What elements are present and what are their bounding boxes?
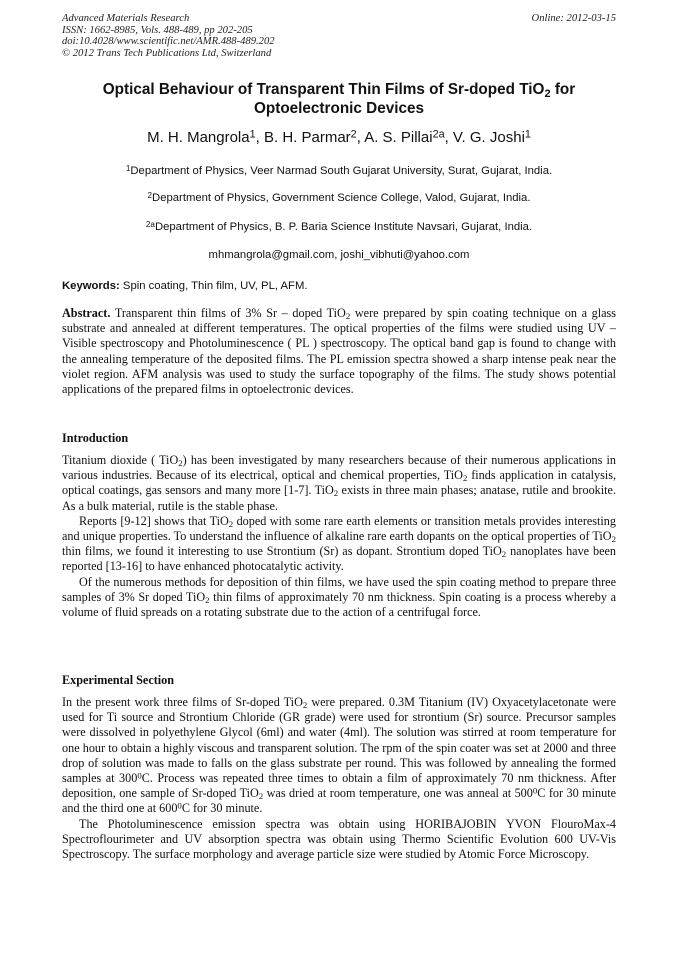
paragraph: The Photoluminescence emission spectra was obtain using HORIBAJOBIN YVON FlouroMax-4 Spectroflourimeter and UV absorption spectra was obtain using Thermo Scientific Evolution 600 UV-Vis Spectroscopy. The surface morphology and average particle size were studied by Atomic Force Microscopy. — [62, 816, 616, 862]
paragraph: Reports [9-12] shows that TiO$_2$ doped with some rare earth elements or transition metals provides interesting and unique properties. To understand the influence of alkaline rare earth dopants on the optical properties of TiO$_2$ thin films, we found it interesting to use Strontium (Sr) as dopant. Strontium doped TiO$_2$ nanoplates have been reported [13-16] to have enhanced photocatalytic activity. — [62, 513, 616, 574]
doi-line: doi:10.4028/www.scientific.net/AMR.488-489.202 — [62, 36, 275, 48]
paper-title: Optical Behaviour of Transparent Thin Films of Sr-doped TiO$_2$ for Optoelectronic Devices — [102, 81, 576, 117]
online-date: Online: 2012-03-15 — [531, 13, 616, 24]
section-heading-experimental: Experimental Section — [62, 673, 175, 687]
author: B. H. Parmar$^2$, — [263, 128, 365, 146]
author: M. H. Mangrola$^1$, — [147, 128, 264, 146]
affiliation-1: $^1$Department of Physics, Veer Narmad South Gujarat University, Surat, Gujarat, India. — [125, 163, 553, 177]
section-heading-introduction: Introduction — [62, 431, 129, 445]
issn-line: ISSN: 1662-8985, Vols. 488-489, pp 202-205 — [62, 24, 253, 36]
author-list — [62, 129, 616, 147]
author-emails: mhmangrola@gmail.com, joshi_vibhuti@yahoo.com — [208, 249, 470, 261]
keywords — [62, 279, 616, 293]
paragraph: Of the numerous methods for deposition of thin films, we have used the spin coating method to prepare three samples of 3% Sr doped TiO$_2$ thin films of approximately 70 nm thickness. Spin coating is a process whereby a volume of fluid spreads on a rotating substrate due to the action of a centrifugal force. — [62, 574, 616, 620]
author: V. G. Joshi$^1$ — [452, 128, 531, 146]
experimental-body — [62, 695, 616, 862]
journal-name: Advanced Materials Research — [62, 13, 190, 24]
abstract-label: Abstract. — [62, 306, 111, 320]
author: A. S. Pillai$^{2a}$, — [364, 128, 453, 146]
affiliation-2a: $^{2a}$Department of Physics, B. P. Baria Science Institute Navsari, Gujarat, India. — [145, 219, 533, 233]
paragraph: Titanium dioxide ( TiO$_2$) has been investigated by many researchers because of their numerous applications in various industries. Because of its electrical, optical and chemical properties, TiO$_2$ finds application in catalysis, optical coatings, gas sensors and many more [1-7]. TiO$_2$ exists in three main phases; anatase, rutile and brookite. As a bulk material, rutile is the stable phase. — [62, 453, 616, 513]
introduction-body — [62, 453, 616, 620]
journal-header — [62, 13, 616, 59]
keywords-text: Spin coating, Thin film, UV, PL, AFM. — [119, 280, 308, 292]
abstract: Abstract. Transparent thin films of 3% Sr – doped TiO$_2$ were prepared by spin coating technique on a glass substrate and annealed at different temperatures. The optical properties of the films were studied using UV – Visible spectroscopy and Photoluminescence ( PL ) spectroscopy. The optical band gap is found to change with the annealing temperature of the deposited films. The PL emission spectra showed a sharp intense peak near the violet region. AFM analysis was used to study the surface topography of the films. The study shows potential applications of the prepared films in optoelectronic devices. — [62, 306, 616, 397]
affiliation-2: $^2$Department of Physics, Government Science College, Valod, Gujarat, India. — [147, 190, 531, 204]
copyright-line: © 2012 Trans Tech Publications Ltd, Switzerland — [62, 47, 272, 59]
paragraph: In the present work three films of Sr-doped TiO$_2$ were prepared. 0.3M Titanium (IV) Oxyacetylacetonate were used for Ti source and Strontium Chloride (GR grade) were used for strontium (Sr) source. Precursor samples were dissolved in polyethylene Glycol (6ml) and water (4ml). The solution was stirred at room temperature for one hour to obtain a highly viscous and transparent solution. The rpm of the spin coater was set at 2000 and three drop of solution was made to falls on the glass substrate per round. This was followed by annealing the formed samples at $300^0C$. Process was repeated three times to obtain a film of approximately 70 nm thickness. After deposition, one sample of Sr-doped TiO$_2$ was dried at room temperature, one was anneal at $500^0C$ for 30 minute and the third one at $600^0C$ for 30 minute. — [62, 695, 617, 816]
keywords-label: Keywords: — [62, 280, 120, 292]
